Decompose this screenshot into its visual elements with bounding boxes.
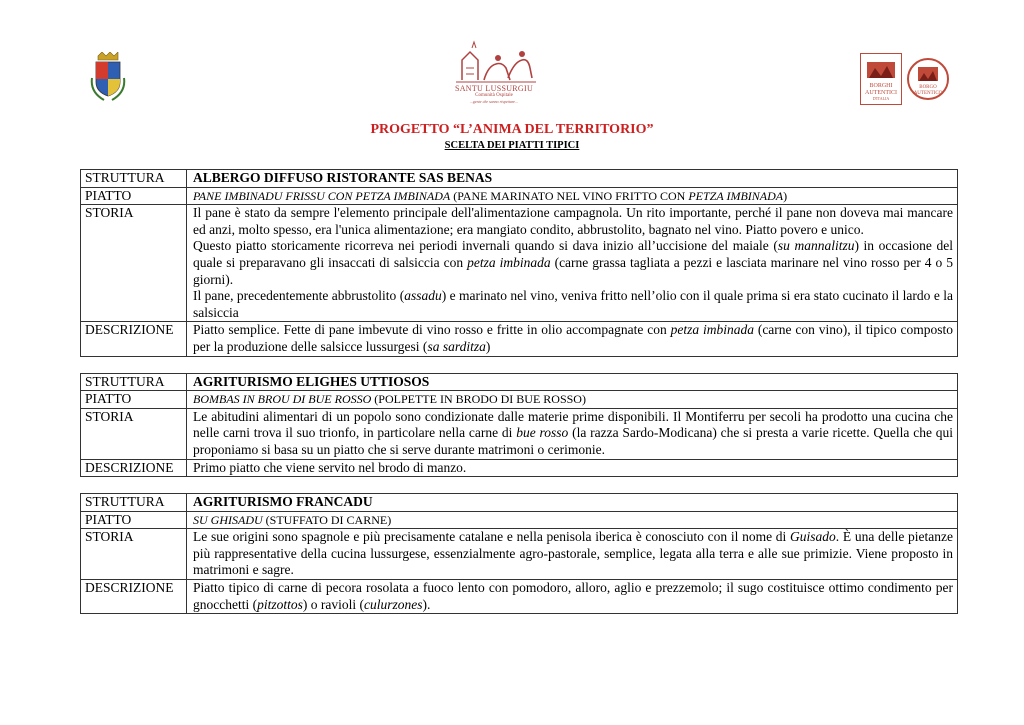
storia-label: STORIA [81, 529, 187, 580]
storia-italic-term: petza imbinada [467, 254, 551, 270]
storia-text: Questo piatto storicamente ricorreva nei periodi invernali quando si dava inizio all’uccisione del maiale ( [193, 238, 778, 254]
storia-text: ) in occasione del quale si preparavano gli insaccati di salsiccia con [193, 238, 953, 270]
storia-text: ) e marinato nel vino, veniva fritto nell’olio con il quale prima si era stato cucinato il lardo e la salsiccia [193, 288, 953, 320]
storia-text: (la razza Sardo-Modicana) che si presta a varie ricette. Quella che qui proponiamo si basa su un piatto che si serve durante matrimoni o cerimonie. [193, 425, 953, 457]
storia-paragraph-2 [193, 238, 953, 288]
page-title: PROGETTO “L’ANIMA DEL TERRITORIO” [370, 122, 654, 137]
storia-text: Le sue origini sono spagnole e più precisamente catalane e nella penisola iberica è conosciuto con il nome di [193, 529, 791, 545]
title-block [0, 122, 1024, 152]
descrizione-value: Primo piatto che viene servito nel brodo di manzo. [187, 459, 958, 477]
storia-paragraph-3 [193, 288, 953, 321]
santu-lussurgiu-logo [448, 40, 540, 110]
piatto-value [187, 511, 958, 529]
struttura-value: AGRITURISMO ELIGHES UTTIOSOS [187, 373, 958, 391]
storia-text: Le abitudini alimentari di un popolo sono condizionate dalle materie prime disponibili. Il Montiferru per secoli ha prodotto una cucina che nelle carni trova il suo trionfo, in particolare nella carne di [193, 408, 953, 441]
dish-table-1 [80, 169, 958, 357]
desc-text: ) o ravioli ( [302, 596, 364, 612]
logo-community-text: Comunità Ospitale [475, 93, 513, 98]
desc-italic-term: petza imbinada [670, 322, 754, 338]
borgo-autentico-circle-logo [906, 57, 950, 101]
borghi-autentici-logos [860, 53, 952, 105]
piatto-row [81, 511, 958, 529]
desc-text: (carne con vino), il tipico composto per la produzione delle salsicce lussurgesi ( [193, 322, 954, 354]
storia-paragraph-1: Il pane è stato da sempre l'elemento principale dell'alimentazione campagnola. Un rito importante, perché il pane non doveva mai mancare ed anzi, molto spesso, era l'unica alimentazione; era mangiato condito, abbrustolito, bagnato nel vino. Piatto povero e unico. [193, 205, 953, 237]
desc-text: Piatto semplice. Fette di pane imbevute di vino rosso e fritte in olio accompagnate con [193, 322, 671, 338]
struttura-label: STRUTTURA [81, 494, 187, 512]
storia-row [81, 529, 958, 580]
piatto-translation-part: (PANE MARINATO NEL VINO FRITTO CON [450, 188, 689, 203]
storia-value [187, 408, 958, 459]
storia-italic-term: assadu [404, 288, 442, 304]
piatto-name-italic: BOMBAS IN BROU DI BUE ROSSO [193, 392, 372, 407]
piatto-label: PIATTO [81, 391, 187, 409]
descrizione-label: DESCRIZIONE [81, 322, 187, 356]
struttura-value: ALBERGO DIFFUSO RISTORANTE SAS BENAS [187, 170, 958, 188]
logo-brand-text: SANTU LUSSURGIU [454, 84, 534, 93]
box-logo-line1: BORGHI [869, 83, 893, 89]
storia-row [81, 205, 958, 322]
desc-italic-term: sa sarditza [427, 338, 486, 354]
storia-text: (carne grassa tagliata a pezzi e lasciata marinare nel vino rosso per 4 o 5 giorni). [193, 254, 954, 287]
storia-text: . È una delle pietanze più rappresentative della cucina lussurgese, essenzialmente agro-pastorale, semplice, legata alla terra e alle sue primizie. Viene proposto in matrimoni e sagre. [193, 529, 954, 578]
piatto-italic-term: PETZA IMBINADA [688, 188, 784, 203]
coat-of-arms-logo [90, 52, 126, 104]
piatto-row [81, 391, 958, 409]
descrizione-row [81, 459, 958, 477]
desc-text: ) [485, 338, 491, 354]
logo-row [0, 0, 1024, 120]
logo-motto-text: ...gente che sanno rispettare... [469, 99, 519, 104]
piatto-translation-part: (STUFFATO DI CARNE) [262, 512, 392, 527]
desc-text: ). [422, 596, 431, 612]
piatto-row [81, 187, 958, 205]
piatto-translation-part: (POLPETTE IN BRODO DI BUE ROSSO) [371, 392, 586, 407]
piatto-label: PIATTO [81, 187, 187, 205]
descrizione-row [81, 580, 958, 614]
descrizione-label: DESCRIZIONE [81, 459, 187, 477]
descrizione-value [187, 322, 958, 356]
storia-value [187, 529, 958, 580]
struttura-label: STRUTTURA [81, 170, 187, 188]
descrizione-label: DESCRIZIONE [81, 580, 187, 614]
descrizione-row [81, 322, 958, 356]
descrizione-value [187, 580, 958, 614]
storia-text: Il pane, precedentemente abbrustolito ( [193, 288, 405, 304]
dish-table-3 [80, 493, 958, 614]
desc-italic-term: pitzottos [257, 596, 303, 612]
circle-logo-line2: AUTENTICO [913, 91, 943, 96]
circle-logo-line1: BORGO [919, 85, 937, 90]
storia-label: STORIA [81, 408, 187, 459]
piatto-value [187, 187, 958, 205]
borghi-autentici-box-logo [860, 53, 902, 105]
struttura-row [81, 170, 958, 188]
piatto-value [187, 391, 958, 409]
struttura-row [81, 373, 958, 391]
piatto-close-paren: ) [783, 188, 788, 203]
desc-italic-term: culurzones [363, 596, 423, 612]
box-logo-line2: AUTENTICI [865, 90, 897, 96]
piatto-name-italic: PANE IMBINADU FRISSU CON PETZA IMBINADA [193, 188, 451, 203]
storia-row [81, 408, 958, 459]
page-subtitle: SCELTA DEI PIATTI TIPICI [444, 140, 580, 151]
storia-italic-term: Guisado [790, 529, 836, 545]
struttura-label: STRUTTURA [81, 373, 187, 391]
storia-italic-term: bue rosso [516, 425, 569, 441]
desc-text: Piatto tipico di carne di pecora rosolata a fuoco lento con pomodoro, alloro, aglio e prezzemolo; il sugo costituisce ottimo condimento per gnocchetti ( [193, 580, 953, 612]
storia-label: STORIA [81, 205, 187, 322]
storia-italic-term: su mannalitzu [777, 238, 855, 254]
piatto-label: PIATTO [81, 511, 187, 529]
struttura-row [81, 494, 958, 512]
piatto-name-italic: SU GHISADU [193, 512, 263, 527]
box-logo-line3: D'ITALIA [872, 96, 890, 101]
storia-value [187, 205, 958, 322]
dish-table-2 [80, 373, 958, 478]
struttura-value: AGRITURISMO FRANCADU [187, 494, 958, 512]
